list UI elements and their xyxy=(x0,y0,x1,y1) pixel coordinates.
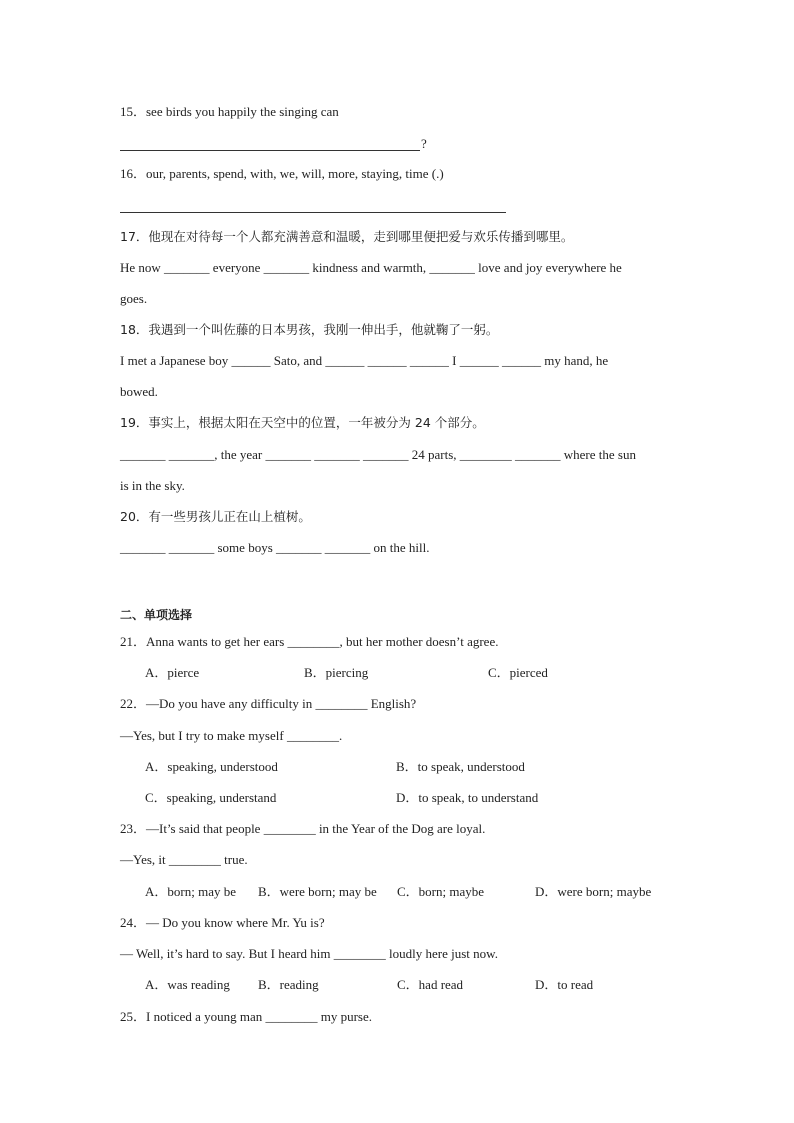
q18-line1: I met a Japanese boy ______ Sato, and ______ ______ ______ I ______ ______ my hand, he xyxy=(120,353,609,368)
q18-chinese: 18．我遇到一个叫佐藤的日本男孩，我刚一伸出手，他就鞠了一躬。 xyxy=(120,322,499,337)
q22-stem: 22．—Do you have any difficulty in ________ English? xyxy=(120,696,417,711)
section-title: 二、单项选择 xyxy=(120,608,193,622)
q18-line2: bowed. xyxy=(120,384,158,399)
q16-answer-line[interactable] xyxy=(120,212,506,213)
q17-line1: He now _______ everyone _______ kindness and warmth, _______ love and joy everywhere he xyxy=(120,260,622,275)
q23-option-a[interactable]: A．born; may be xyxy=(145,884,236,899)
q24-option-b[interactable]: B．reading xyxy=(258,977,319,992)
q24-stem2: — Well, it’s hard to say. But I heard him ________ loudly here just now. xyxy=(120,946,498,961)
q15-prompt: 15．see birds you happily the singing can xyxy=(120,104,339,119)
q17-chinese: 17．他现在对待每一个人都充满善意和温暖，走到哪里便把爱与欢乐传播到哪里。 xyxy=(120,229,574,244)
q20-chinese: 20．有一些男孩儿正在山上植树。 xyxy=(120,509,311,524)
q24-option-c[interactable]: C．had read xyxy=(397,977,464,992)
q23-stem2: —Yes, it ________ true. xyxy=(120,852,248,867)
q22-option-a[interactable]: A．speaking, understood xyxy=(145,759,278,774)
q21-option-c[interactable]: C．pierced xyxy=(488,665,548,680)
q17-line2: goes. xyxy=(120,291,148,306)
q23-option-b[interactable]: B．were born; may be xyxy=(258,884,377,899)
q19-line1: _______ _______, the year _______ _______ _______ 24 parts, ________ _______ where the sun xyxy=(120,447,636,462)
q15-answer-line[interactable] xyxy=(120,150,420,151)
q22-stem2: —Yes, but I try to make myself ________. xyxy=(120,728,343,743)
q21-option-b[interactable]: B．piercing xyxy=(304,665,369,680)
q22-option-d[interactable]: D．to speak, to understand xyxy=(396,790,539,805)
q22-option-c[interactable]: C．speaking, understand xyxy=(145,790,277,805)
q25-stem: 25．I noticed a young man ________ my purse. xyxy=(120,1009,373,1024)
q23-option-d[interactable]: D．were born; maybe xyxy=(535,884,652,899)
q24-option-a[interactable]: A．was reading xyxy=(145,977,230,992)
q19-line2: is in the sky. xyxy=(120,478,185,493)
q20-line1: _______ _______ some boys _______ _______ on the hill. xyxy=(120,540,430,555)
q19-chinese: 19．事实上，根据太阳在天空中的位置，一年被分为 24 个部分。 xyxy=(120,415,485,430)
q23-stem: 23．—It’s said that people ________ in the Year of the Dog are loyal. xyxy=(120,821,486,836)
q15-answer-end: ? xyxy=(421,136,427,151)
q24-option-d[interactable]: D．to read xyxy=(535,977,594,992)
q22-option-b[interactable]: B．to speak, understood xyxy=(396,759,525,774)
q21-option-a[interactable]: A．pierce xyxy=(145,665,200,680)
q16-prompt: 16．our, parents, spend, with, we, will, more, staying, time (.) xyxy=(120,166,444,181)
q21-stem: 21．Anna wants to get her ears ________, but her mother doesn’t agree. xyxy=(120,634,499,649)
q23-option-c[interactable]: C．born; maybe xyxy=(397,884,485,899)
q24-stem: 24．— Do you know where Mr. Yu is? xyxy=(120,915,325,930)
